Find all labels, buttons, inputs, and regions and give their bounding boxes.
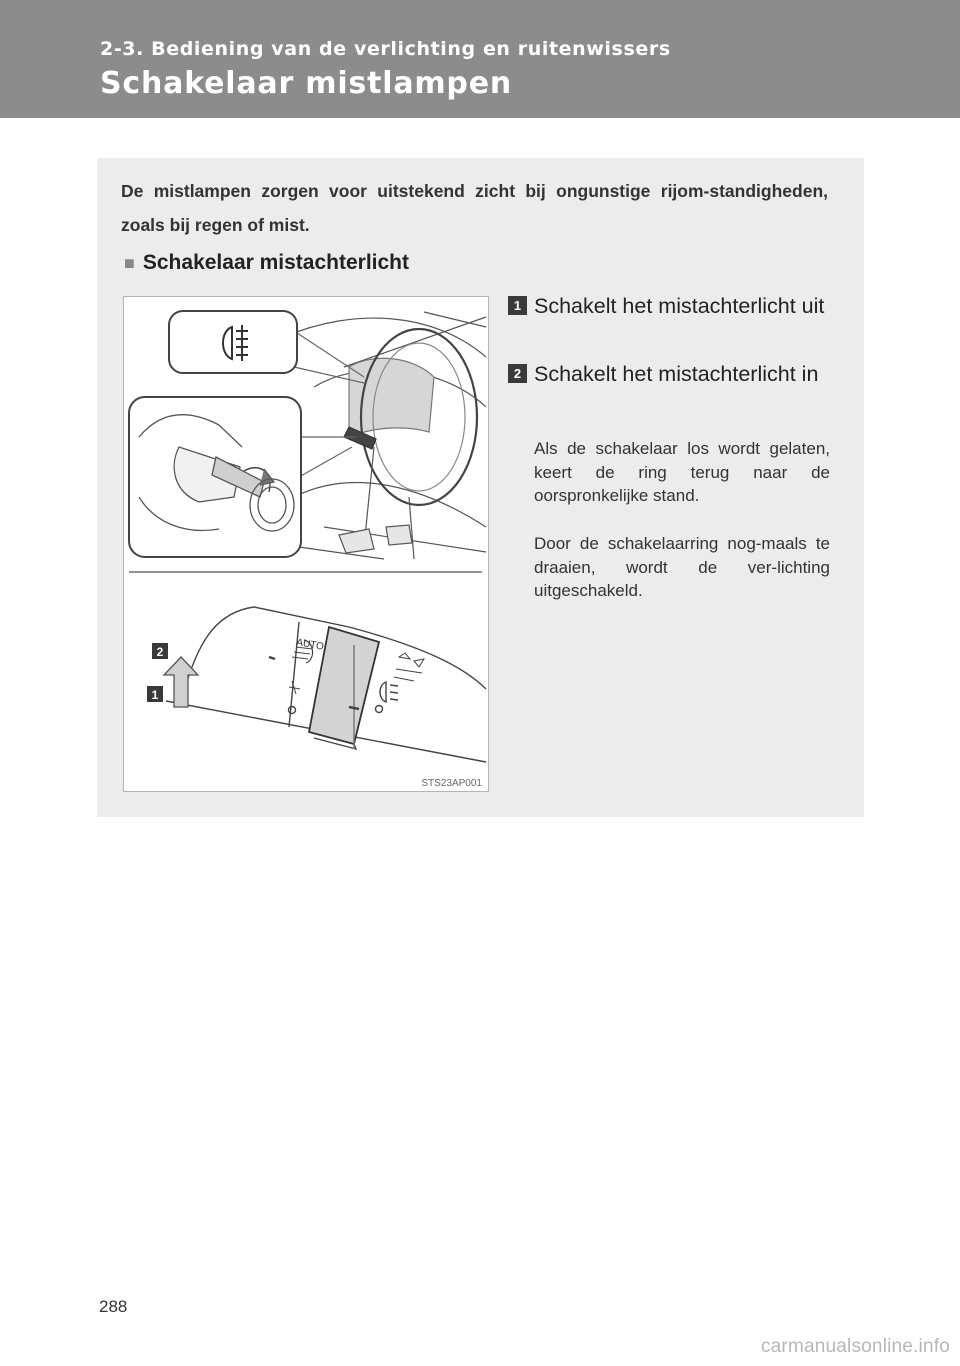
square-bullet-icon: ■	[124, 253, 135, 273]
page-title: Schakelaar mistlampen	[100, 66, 512, 101]
note-1: Als de schakelaar los wordt gelaten, keert de ring terug naar de oorspronkelijke stand.	[534, 439, 830, 505]
fog-light-switch-illustration	[124, 297, 488, 791]
step-2	[508, 357, 830, 391]
section-label: 2-3. Bediening van de verlichting en ruitenwissers	[100, 38, 671, 60]
step-1	[508, 289, 830, 323]
callout-2: 2	[156, 645, 164, 659]
step-1-text: Schakelt het mistachterlicht uit	[534, 294, 825, 318]
step-1-number-badge: 1	[508, 296, 527, 315]
subheading	[124, 251, 409, 275]
callout-1: 1	[151, 688, 159, 702]
auto-label: AUTO	[295, 637, 325, 653]
watermark: carmanualsonline.info	[760, 1336, 950, 1357]
step-2-text: Schakelt het mistachterlicht in	[534, 362, 819, 386]
figure-code: STS23AP001	[421, 778, 482, 789]
page-number: 288	[99, 1297, 128, 1316]
subheading-text: Schakelaar mistachterlicht	[142, 251, 410, 274]
page-header	[0, 0, 960, 118]
step-2-number-badge: 2	[508, 364, 527, 383]
intro-text: De mistlampen zorgen voor uitstekend zicht bij ongunstige rijom-standigheden, zoals bij regen of mist.	[121, 181, 828, 235]
illustration-figure	[123, 296, 489, 792]
note-2: Door de schakelaarring nog-maals te draaien, wordt de ver-lichting uitgeschakeld.	[534, 534, 830, 600]
